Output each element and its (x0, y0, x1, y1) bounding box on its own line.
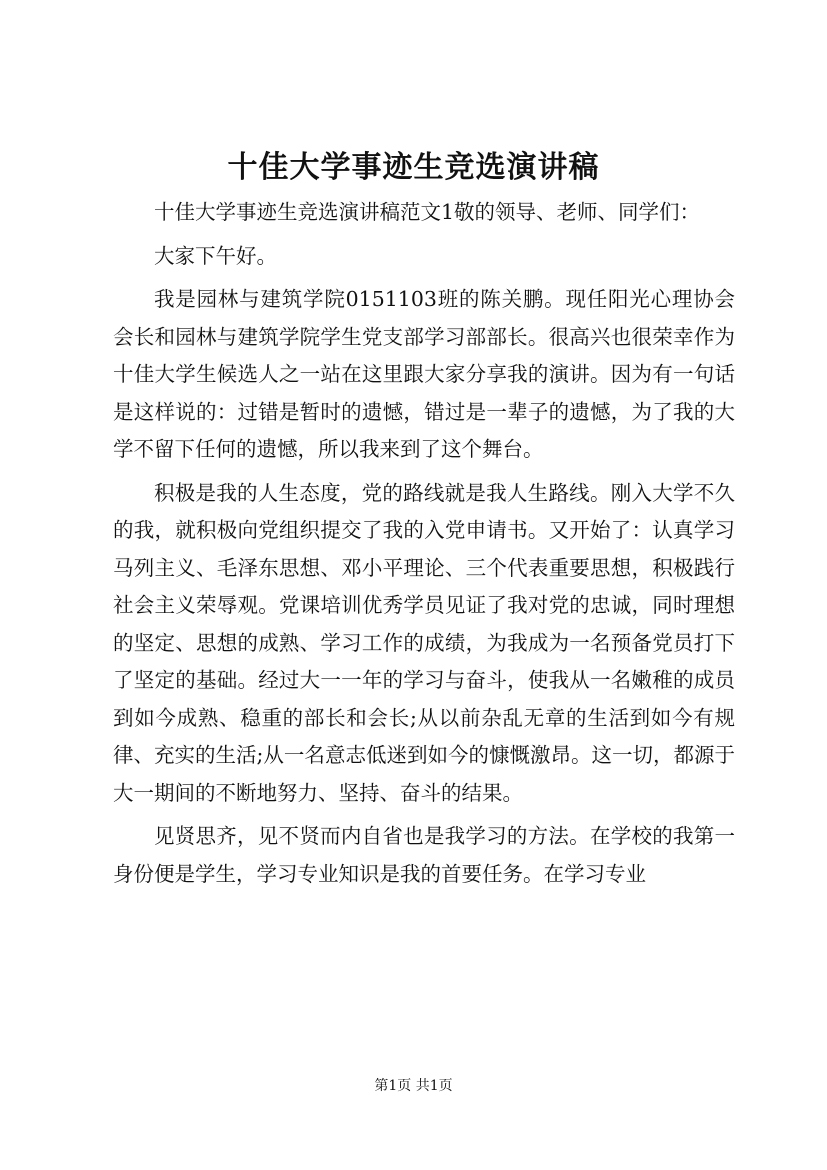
document-body (113, 194, 735, 893)
page-number-footer: 第1页 共1页 (374, 1078, 453, 1094)
paragraph-introduction: 我是园林与建筑学院0151103班的陈关鹏。现任阳光心理协会会长和园林与建筑学院学生党支部学习部部长。很高兴也很荣幸作为十佳大学生候选人之一站在这里跟大家分享我的演讲。因为有一句话是这样说的：过错是暂时的遗憾，错过是一辈子的遗憾，为了我的大学不留下任何的遗憾，所以我来到了这个舞台。 (113, 287, 735, 461)
paragraph-salutation: 大家下午好。 (154, 243, 277, 268)
document-title: 十佳大学事迹生竞选演讲稿 (227, 150, 600, 185)
paragraph-study-method: 见贤思齐，见不贤而内自省也是我学习的方法。在学校的我第一身份便是学生，学习专业知识是我的首要任务。在学习专业 (113, 824, 735, 886)
paragraph-greeting: 十佳大学事迹生竞选演讲稿范文1敬的领导、老师、同学们： (154, 200, 701, 224)
paragraph-party-attitude: 积极是我的人生态度，党的路线就是我人生路线。刚入大学不久的我，就积极向党组织提交了我的入党申请书。又开始了：认真学习马列主义、毛泽东思想、邓小平理论、三个代表重要思想，积极践行社会主义荣辱观。党课培训优秀学员见证了我对党的忠诚，同时理想的坚定、思想的成熟、学习工作的成绩，为我成为一名预备党员打下了坚定的基础。经过大一一年的学习与奋斗，使我从一名嫩稚的成员到如今成熟、稳重的部长和会长;从以前杂乱无章的生活到如今有规律、充实的生活;从一名意志低迷到如今的慷慨激昂。这一切，都源于大一期间的不断地努力、坚持、奋斗的结果。 (113, 480, 735, 805)
